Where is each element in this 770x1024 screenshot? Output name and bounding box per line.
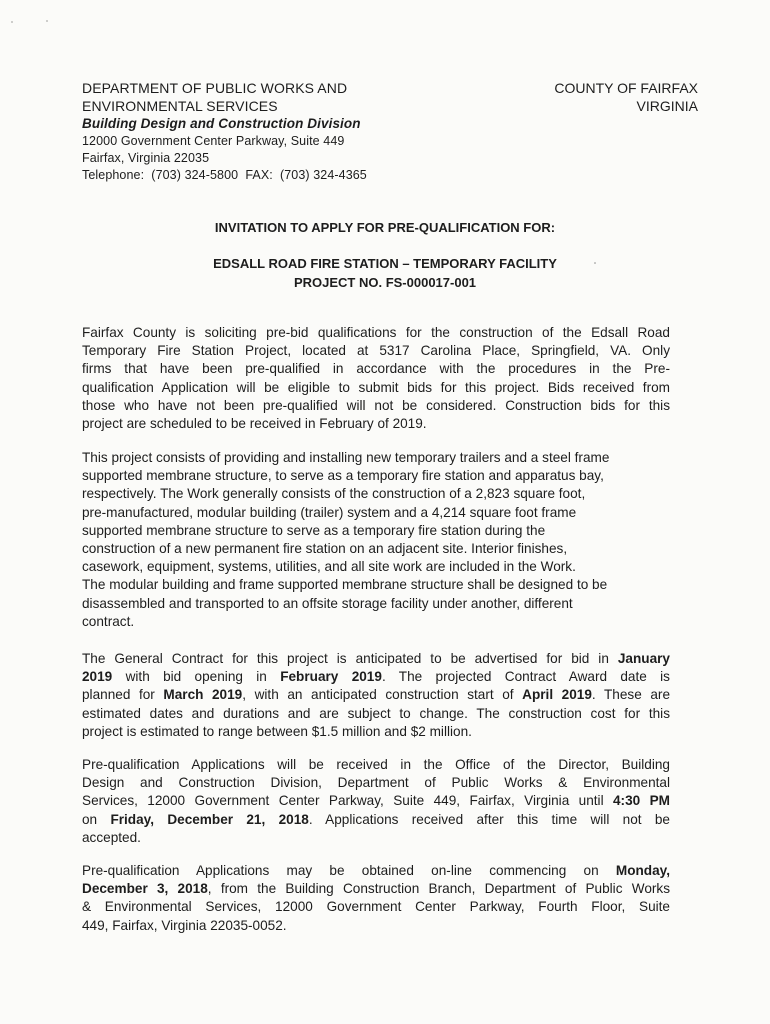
telephone-fax: Telephone: (703) 324-5800 FAX: (703) 324-4365 — [82, 168, 367, 182]
paragraph-line — [82, 792, 670, 810]
text-run: on — [82, 811, 111, 827]
paragraph-line: Design and Construction Division, Department of Public Works & Environmental — [82, 775, 670, 791]
paragraph-line: This project consists of providing and installing new temporary trailers and a steel frame — [82, 450, 610, 465]
text-run: . The projected Contract Award date is — [381, 669, 670, 685]
invitation-title: INVITATION TO APPLY FOR PRE-QUALIFICATION FOR: — [214, 220, 556, 235]
paragraph-line: respectively. The Work generally consists of the construction of a 2,823 square foot, — [82, 486, 586, 502]
paragraph-line: supported membrane structure to serve as a temporary fire station during the — [82, 522, 546, 538]
address-line-2: Fairfax, Virginia 22035 — [82, 151, 210, 165]
text-run: with bid opening in — [112, 669, 281, 685]
paragraph-line: estimated dates and durations and are subject to change. The construction cost for this — [82, 705, 670, 721]
paragraph-line: Pre-qualification Applications will be received in the Office of the Director, Building — [82, 757, 670, 772]
paragraph-line: accepted. — [82, 829, 141, 845]
bold-date: April 2019 — [522, 687, 592, 703]
paragraph-line: Fairfax County is soliciting pre-bid qualifications for the construction of the Edsall Road — [82, 325, 670, 340]
department-name-line-2: ENVIRONMENTAL SERVICES — [82, 98, 278, 114]
bold-date: March 2019 — [163, 687, 243, 703]
paragraph-line: pre-manufactured, modular building (trailer) system and a 4,214 square foot frame — [82, 504, 577, 520]
bold-date: January — [617, 651, 670, 666]
text-run: Services, 12000 Government Center Parkway, Suite 449, Fairfax, Virginia until — [82, 793, 613, 809]
paragraph-line — [82, 880, 670, 898]
paragraph-line: construction of a new permanent fire station on an adjacent site. Interior finishes, — [82, 541, 568, 557]
paragraph-line: casework, equipment, systems, utilities, and all site work are included in the Work. — [82, 559, 576, 575]
text-run: Pre-qualification Applications may be obtained on-line commencing on — [82, 863, 616, 878]
paragraph-line: contract. — [82, 613, 135, 629]
bold-time: 4:30 PM — [613, 793, 670, 809]
paragraph-solicitation — [82, 324, 670, 433]
paragraph-scope — [82, 449, 670, 631]
text-run: . These are — [591, 687, 671, 703]
bold-date: December 3, 2018 — [82, 881, 208, 897]
paragraph-submission — [82, 756, 670, 847]
scan-speck — [11, 21, 13, 23]
paragraph-line: Temporary Fire Station Project, located at 5317 Carolina Place, Springfield, VA. Only — [82, 343, 670, 359]
paragraph-line — [82, 686, 670, 704]
scan-speck — [46, 20, 48, 22]
paragraph-line: 449, Fairfax, Virginia 22035-0052. — [82, 917, 287, 933]
bold-date: February 2019 — [280, 669, 382, 685]
paragraph-line: The modular building and frame supported membrane structure shall be designed to be — [82, 577, 608, 593]
paragraph-line — [82, 811, 670, 829]
text-run: , from the Building Construction Branch, Department of Public Works — [207, 881, 670, 897]
paragraph-line — [82, 668, 670, 686]
paragraph-availability — [82, 862, 670, 935]
address-line-1: 12000 Government Center Parkway, Suite 449 — [82, 134, 345, 148]
project-name: EDSALL ROAD FIRE STATION – TEMPORARY FACILITY — [213, 256, 557, 271]
paragraph-schedule — [82, 650, 670, 741]
department-name-line-1: DEPARTMENT OF PUBLIC WORKS AND — [82, 80, 348, 96]
county-header — [554, 79, 698, 115]
project-title-block — [0, 254, 770, 292]
paragraph-line — [82, 862, 670, 880]
paragraph-line: & Environmental Services, 12000 Government Center Parkway, Fourth Floor, Suite — [82, 899, 670, 915]
paragraph-line: disassembled and transported to an offsite storage facility under another, different — [82, 595, 573, 611]
text-run: planned for — [82, 687, 164, 703]
paragraph-line: firms that have been pre-qualified in accordance with the procedures in the Pre- — [82, 361, 670, 377]
county-name: COUNTY OF FAIRFAX — [554, 80, 698, 96]
text-run: , with an anticipated construction start of — [242, 687, 523, 703]
text-run: . Applications received after this time will not be — [308, 811, 670, 827]
bold-date: Friday, December 21, 2018 — [110, 811, 309, 827]
paragraph-line — [82, 650, 670, 668]
paragraph-line: project is estimated to range between $1.5 million and $2 million. — [82, 723, 472, 739]
division-name: Building Design and Construction Division — [82, 116, 361, 131]
state-name: VIRGINIA — [636, 98, 698, 114]
department-header — [82, 79, 462, 184]
paragraph-line: supported membrane structure, to serve as a temporary fire station and apparatus bay, — [82, 468, 604, 484]
bold-date: 2019 — [82, 669, 113, 685]
paragraph-line: qualification Application will be eligible to submit bids for this project. Bids received from — [82, 379, 670, 395]
paragraph-line: project are scheduled to be received in February of 2019. — [82, 416, 427, 432]
paragraph-line: those who have not been pre-qualified will not be considered. Construction bids for this — [82, 397, 670, 413]
text-run: The General Contract for this project is anticipated to be advertised for bid in — [82, 651, 618, 666]
project-number: PROJECT NO. FS-000017-001 — [293, 275, 477, 290]
bold-date: Monday, — [615, 863, 670, 878]
